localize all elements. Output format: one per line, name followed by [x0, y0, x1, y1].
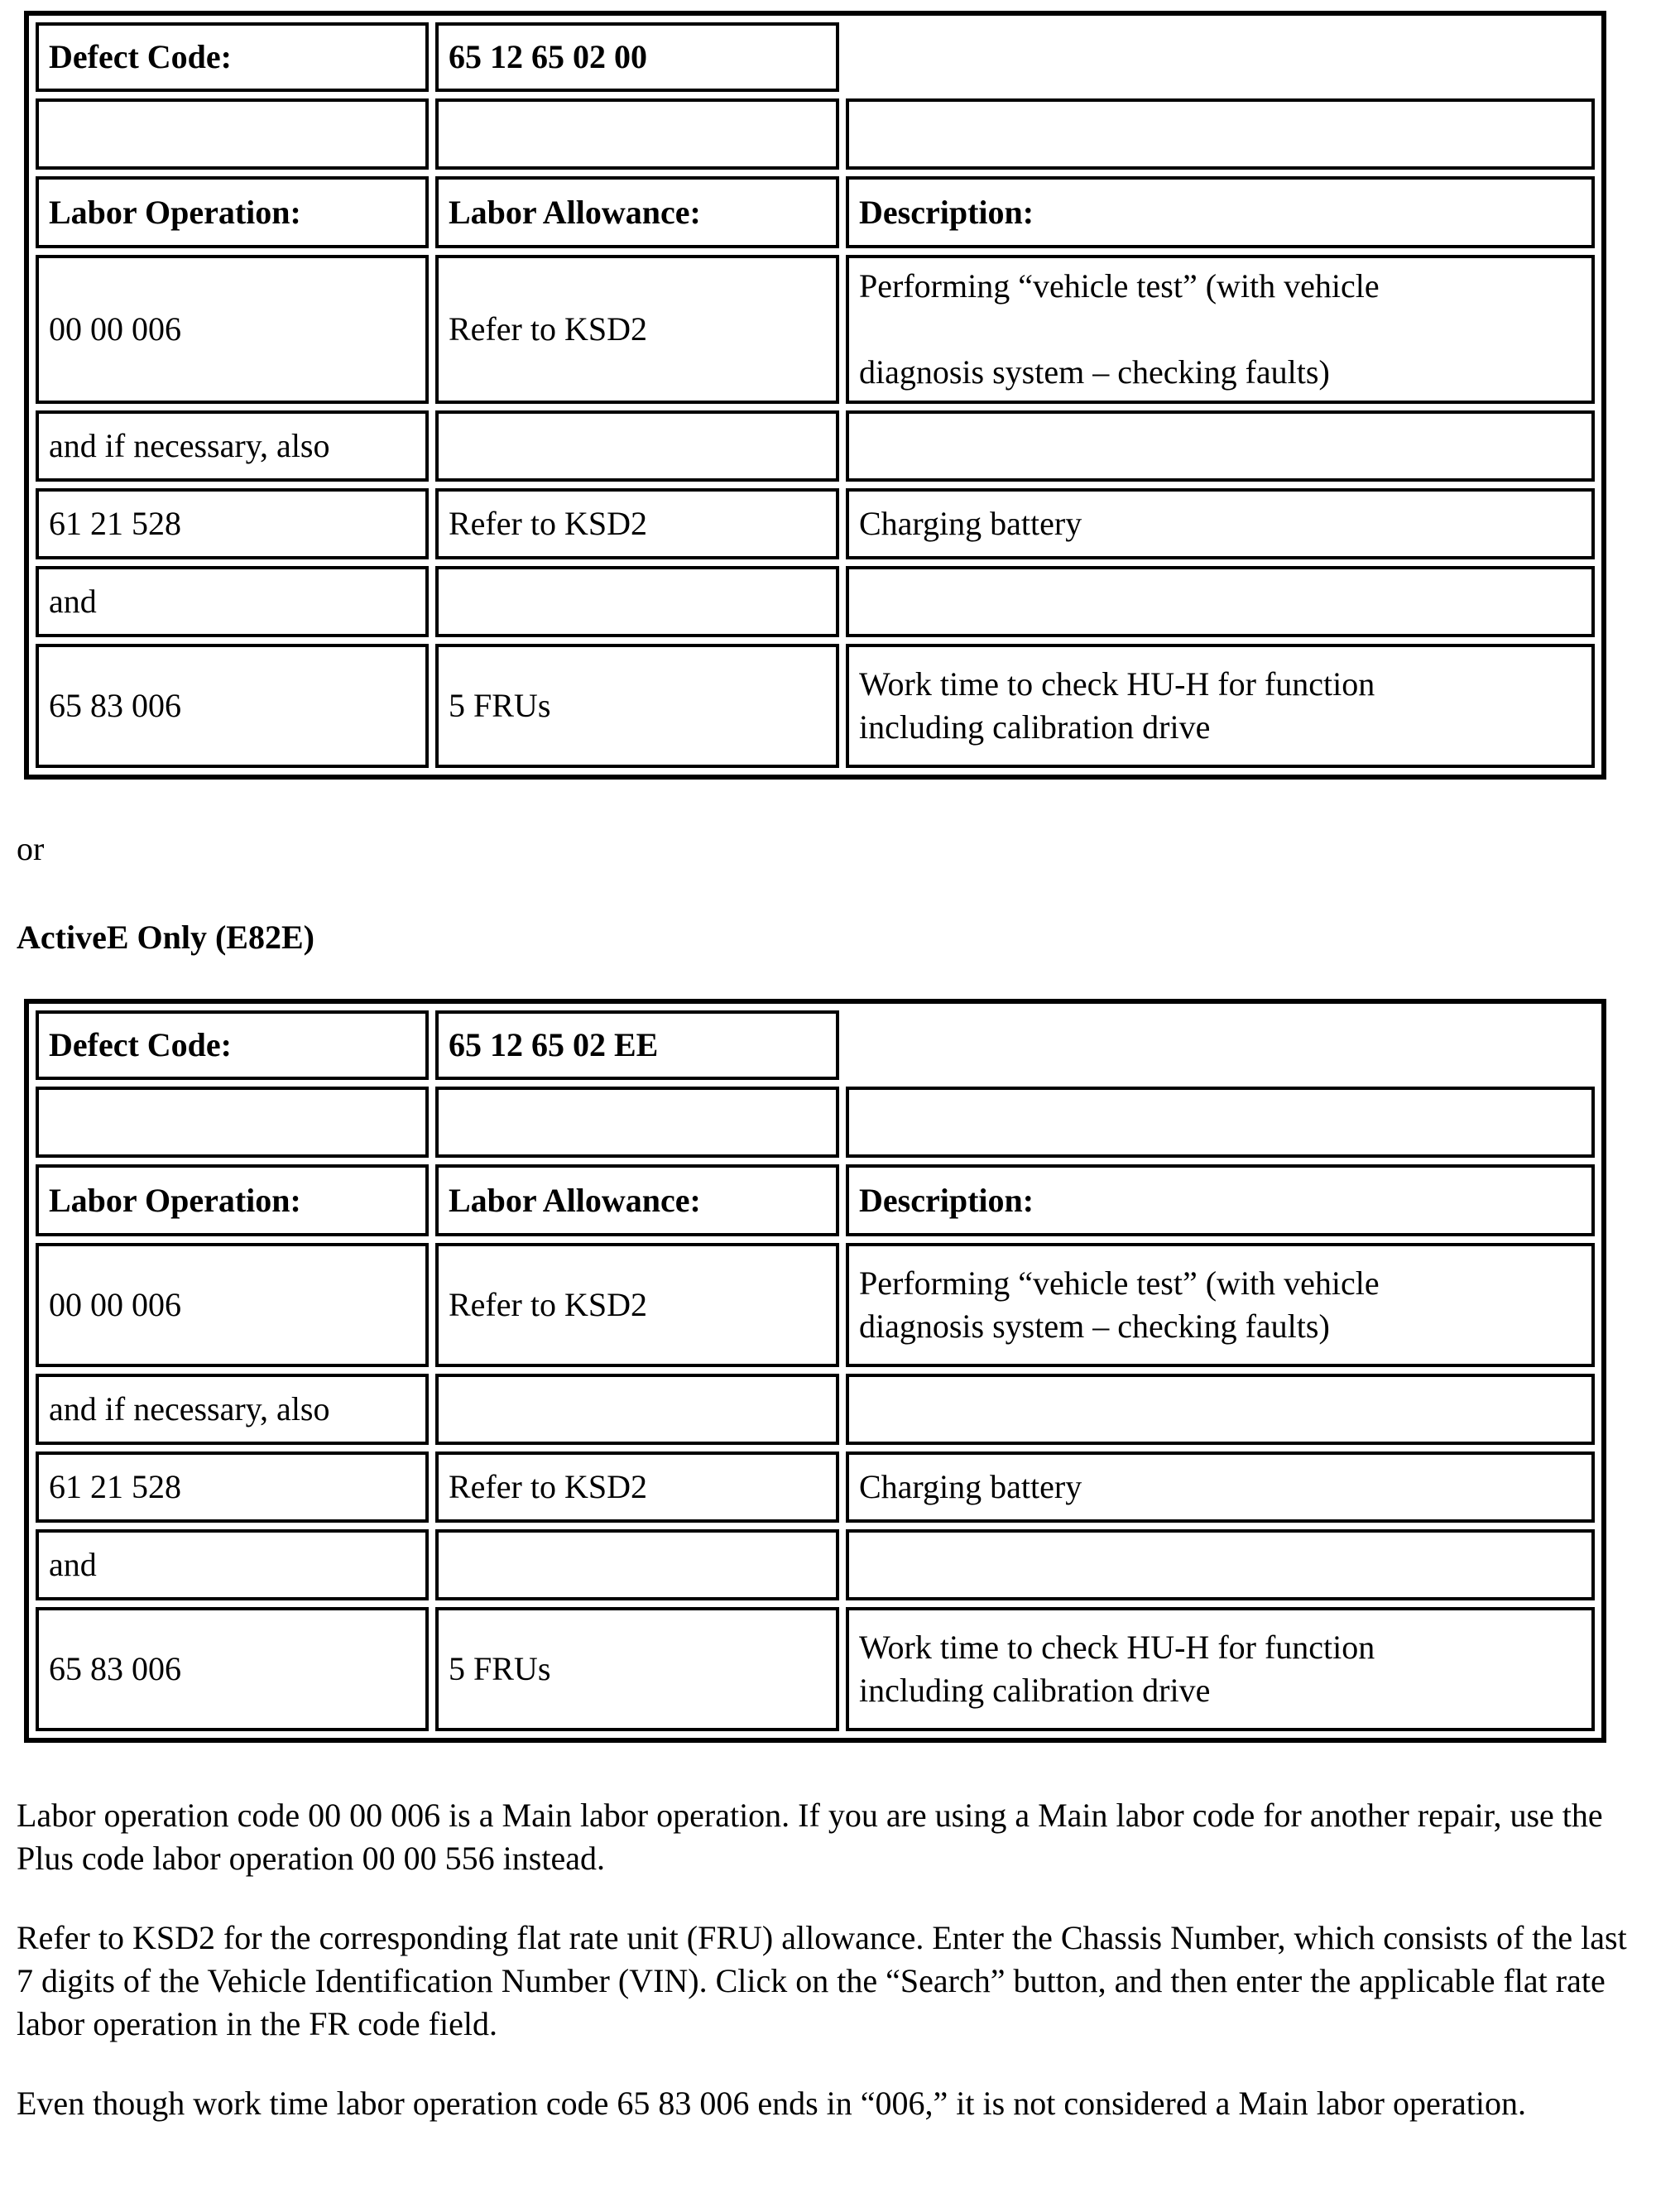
- labor-allowance-cell: 5 FRUs: [435, 644, 839, 768]
- table-row: [36, 1607, 1595, 1731]
- defect-code-label: Defect Code:: [36, 1010, 429, 1080]
- labor-operation-cell: 61 21 528: [36, 1451, 429, 1523]
- defect-code-value: 65 12 65 02 00: [435, 22, 839, 92]
- labor-operation-cell: and if necessary, also: [36, 1374, 429, 1445]
- activee-only-heading: ActiveE Only (E82E): [17, 919, 314, 956]
- labor-operation-cell: 65 83 006: [36, 1607, 429, 1731]
- labor-operation-cell: and if necessary, also: [36, 410, 429, 482]
- column-header-labor-allowance: Labor Allowance:: [435, 176, 839, 248]
- table-row: [36, 488, 1595, 559]
- spacer-cell: [36, 1087, 429, 1158]
- description-cell: [846, 1529, 1595, 1600]
- table-row: [36, 1087, 1595, 1158]
- labor-allowance-cell: Refer to KSD2: [435, 255, 839, 404]
- description-line: including calibration drive: [859, 1672, 1211, 1709]
- defect-code-empty-cell: [846, 22, 1595, 92]
- defect-code-label: Defect Code:: [36, 22, 429, 92]
- description-cell: [846, 1607, 1595, 1731]
- labor-operation-cell: 61 21 528: [36, 488, 429, 559]
- spacer-cell: [435, 1087, 839, 1158]
- description-cell: Charging battery: [846, 1451, 1595, 1523]
- labor-operation-cell: 65 83 006: [36, 644, 429, 768]
- column-header-labor-allowance: Labor Allowance:: [435, 1164, 839, 1236]
- table-row: [36, 176, 1595, 248]
- connector-or-text: or: [17, 830, 45, 867]
- description-line: Performing “vehicle test” (with vehicle: [859, 1264, 1380, 1302]
- labor-allowance-cell: Refer to KSD2: [435, 1451, 839, 1523]
- table-row: [36, 22, 1595, 92]
- notes-section: [17, 1794, 1637, 2125]
- table-row: [36, 1451, 1595, 1523]
- description-line: diagnosis system – checking faults): [859, 353, 1330, 391]
- table-row: [36, 644, 1595, 768]
- description-line: Performing “vehicle test” (with vehicle: [859, 267, 1380, 305]
- spacer-cell: [36, 98, 429, 170]
- description-line: Work time to check HU-H for function: [859, 1629, 1375, 1666]
- description-cell: Charging battery: [846, 488, 1595, 559]
- spacer-cell: [435, 98, 839, 170]
- defect-code-value: 65 12 65 02 EE: [435, 1010, 839, 1080]
- defect-table-standard: [24, 11, 1606, 780]
- description-cell: [846, 1374, 1595, 1445]
- table-row: [36, 410, 1595, 482]
- labor-operation-cell: 00 00 006: [36, 1243, 429, 1367]
- labor-operation-cell: 00 00 006: [36, 255, 429, 404]
- description-cell: [846, 644, 1595, 768]
- labor-allowance-cell: [435, 1374, 839, 1445]
- labor-allowance-cell: Refer to KSD2: [435, 488, 839, 559]
- description-cell: [846, 566, 1595, 637]
- labor-allowance-cell: [435, 566, 839, 637]
- description-line: diagnosis system – checking faults): [859, 1308, 1330, 1345]
- table-row: [36, 1243, 1595, 1367]
- table-row: [36, 98, 1595, 170]
- spacer-cell: [846, 1087, 1595, 1158]
- labor-allowance-cell: [435, 410, 839, 482]
- table-row: [36, 1374, 1595, 1445]
- description-line: Work time to check HU-H for function: [859, 665, 1375, 703]
- defect-table-activee: [24, 999, 1606, 1743]
- column-header-labor-operation: Labor Operation:: [36, 1164, 429, 1236]
- column-header-description: Description:: [846, 176, 1595, 248]
- labor-allowance-cell: 5 FRUs: [435, 1607, 839, 1731]
- description-cell: [846, 255, 1595, 404]
- note-paragraph-worktime: Even though work time labor operation code 65 83 006 ends in “006,” it is not considered a Main labor operation.: [17, 2085, 1527, 2122]
- description-line: including calibration drive: [859, 708, 1211, 746]
- table-row: [36, 255, 1595, 404]
- note-paragraph-ksd2: Refer to KSD2 for the corresponding flat rate unit (FRU) allowance. Enter the Chassis Number, which consists of the last 7 digits of the Vehicle Identification Number (VIN). Click on the “Search” button, and then enter the applicable flat rate labor operation in the FR code field.: [17, 1919, 1627, 2042]
- labor-allowance-cell: Refer to KSD2: [435, 1243, 839, 1367]
- column-header-description: Description:: [846, 1164, 1595, 1236]
- table-row: [36, 1010, 1595, 1080]
- activee-table-wrapper: [17, 999, 1639, 1743]
- column-header-labor-operation: Labor Operation:: [36, 176, 429, 248]
- labor-operation-cell: and: [36, 1529, 429, 1600]
- description-cell: [846, 1243, 1595, 1367]
- table-row: [36, 1529, 1595, 1600]
- defect-code-empty-cell: [846, 1010, 1595, 1080]
- spacer-cell: [846, 98, 1595, 170]
- table-row: [36, 1164, 1595, 1236]
- table-row: [36, 566, 1595, 637]
- labor-operation-cell: and: [36, 566, 429, 637]
- note-paragraph-main-labor: Labor operation code 00 00 006 is a Main labor operation. If you are using a Main labor code for another repair, use the Plus code labor operation 00 00 556 instead.: [17, 1797, 1603, 1877]
- description-cell: [846, 410, 1595, 482]
- labor-allowance-cell: [435, 1529, 839, 1600]
